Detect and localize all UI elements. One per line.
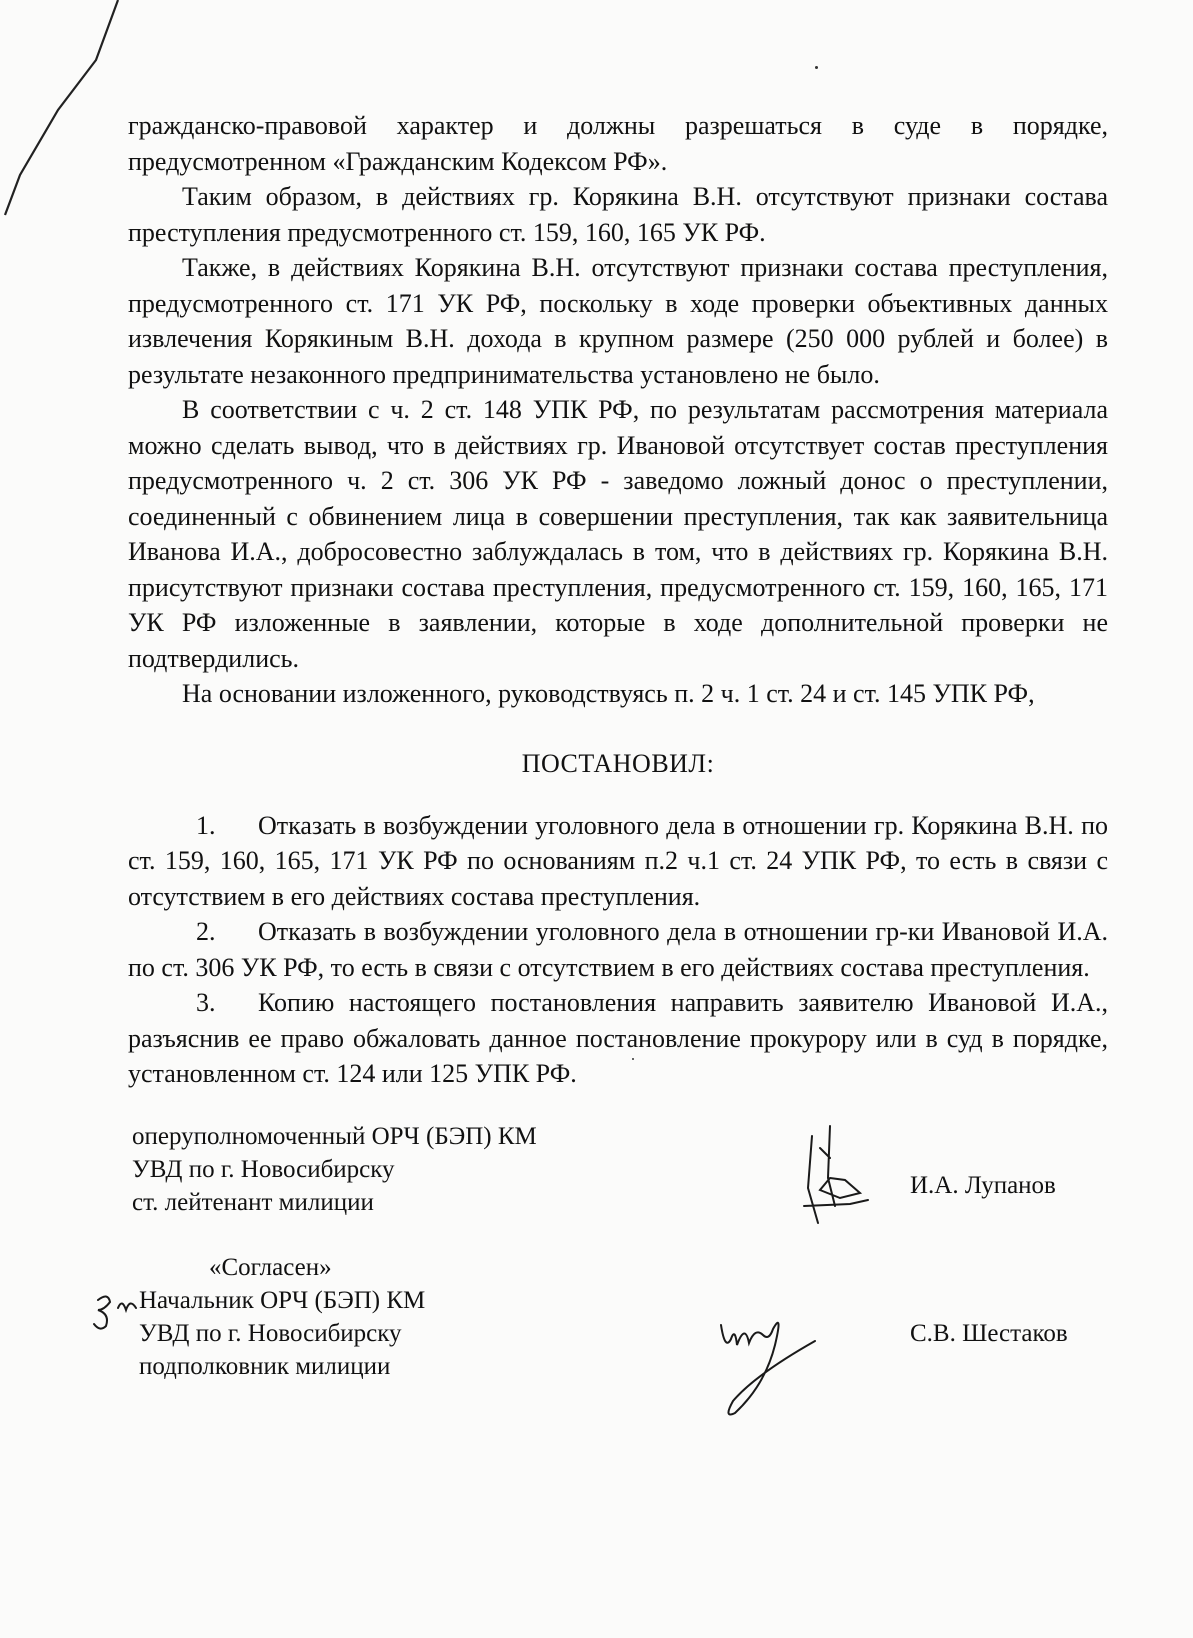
paragraph-no-crime-signs: Таким образом, в действиях гр. Корякина В.Н. отсутствуют признаки состава преступления предусмотренного ст. 159, 160, 165 УК РФ. — [128, 182, 1108, 247]
signatory-line: подполковник милиции — [139, 1353, 391, 1380]
scan-edge-line — [0, 0, 140, 230]
signatory-line: УВД по г. Новосибирску — [139, 1320, 402, 1347]
signatory-1-position — [132, 1120, 537, 1219]
resolution-text: Отказать в возбуждении уголовного дела в отношении гр. Корякина В.Н. по ст. 159, 160, 165, 171 УК РФ по основаниям п.2 ч.1 ст. 24 УПК РФ, то есть в связи с отсутствием в его действиях состава преступления. — [128, 810, 1108, 911]
resolution-text: Отказать в возбуждении уголовного дела в отношении гр-ки Ивановой И.А. по ст. 306 УК РФ, то есть в связи с отсутствием в его действиях состава преступления. — [128, 917, 1108, 982]
resolution-text: Копию настоящего постановления направить заявителю Ивановой И.А., разъяснив ее право обжаловать данное постановление прокурору или в суд в порядке, установленном ст. 124 или 125 УПК РФ. — [128, 988, 1108, 1088]
resolution-item-1 — [128, 808, 1108, 915]
signatory-line: Начальник ОРЧ (БЭП) КМ — [139, 1287, 426, 1314]
paragraph-art-171: Также, в действиях Корякина В.Н. отсутствуют признаки состава преступления, предусмотренного ст. 171 УК РФ, поскольку в ходе проверки объективных данных извлечения Корякиным В.Н. дохода в крупном размере (250 000 рублей и более) в результате незаконного предпринимательства установлено не было. — [128, 253, 1108, 389]
resolution-item-2 — [128, 914, 1108, 985]
handwritten-margin-note — [92, 1288, 152, 1338]
resolution-item-3 — [128, 985, 1108, 1092]
resolution-number: 1. — [196, 810, 216, 840]
document-body — [128, 108, 1108, 1092]
resolution-number: 3. — [196, 988, 216, 1017]
signatory-line: ст. лейтенант милиции — [132, 1189, 374, 1216]
agreed-mark: «Согласен» — [209, 1254, 332, 1281]
resolution-number: 2. — [196, 917, 216, 946]
signature-lupanov — [790, 1118, 890, 1228]
signatory-line: УВД по г. Новосибирску — [132, 1156, 395, 1183]
signature-shestakov — [715, 1305, 835, 1420]
signatory-1-name: И.А. Лупанов — [910, 1172, 1056, 1199]
signatory-line: оперуполномоченный ОРЧ (БЭП) КМ — [132, 1123, 537, 1150]
paragraph-basis: На основании изложенного, руководствуясь п. 2 ч. 1 ст. 24 и ст. 145 УПК РФ, — [182, 679, 1035, 708]
paragraph-art-306: В соответствии с ч. 2 ст. 148 УПК РФ, по результатам рассмотрения материала можно сделать вывод, что в действиях гр. Ивановой отсутствует состав преступления предусмотренного ч. 2 ст. 306 УК РФ - заведомо ложный донос о преступлении, соединенный с обвинением лица в совершении преступления, так как заявительница Иванова И.А., добросовестно заблуждалась в том, что в действиях гр. Корякина В.Н. присутствуют признаки состава преступления, предусмотренного ст. 159, 160, 165, 171 УК РФ изложенные в заявлении, которые в ходе дополнительной проверки не подтвердились. — [128, 395, 1108, 673]
paragraph-civil-nature: гражданско-правовой характер и должны разрешаться в суде в порядке, предусмотренном «Гражданским Кодексом РФ». — [128, 111, 1108, 176]
resolution-heading: ПОСТАНОВИЛ: — [521, 748, 715, 778]
signatory-2-name: С.В. Шестаков — [910, 1320, 1068, 1347]
signatory-2-position — [139, 1251, 425, 1383]
scan-speck — [815, 66, 818, 69]
